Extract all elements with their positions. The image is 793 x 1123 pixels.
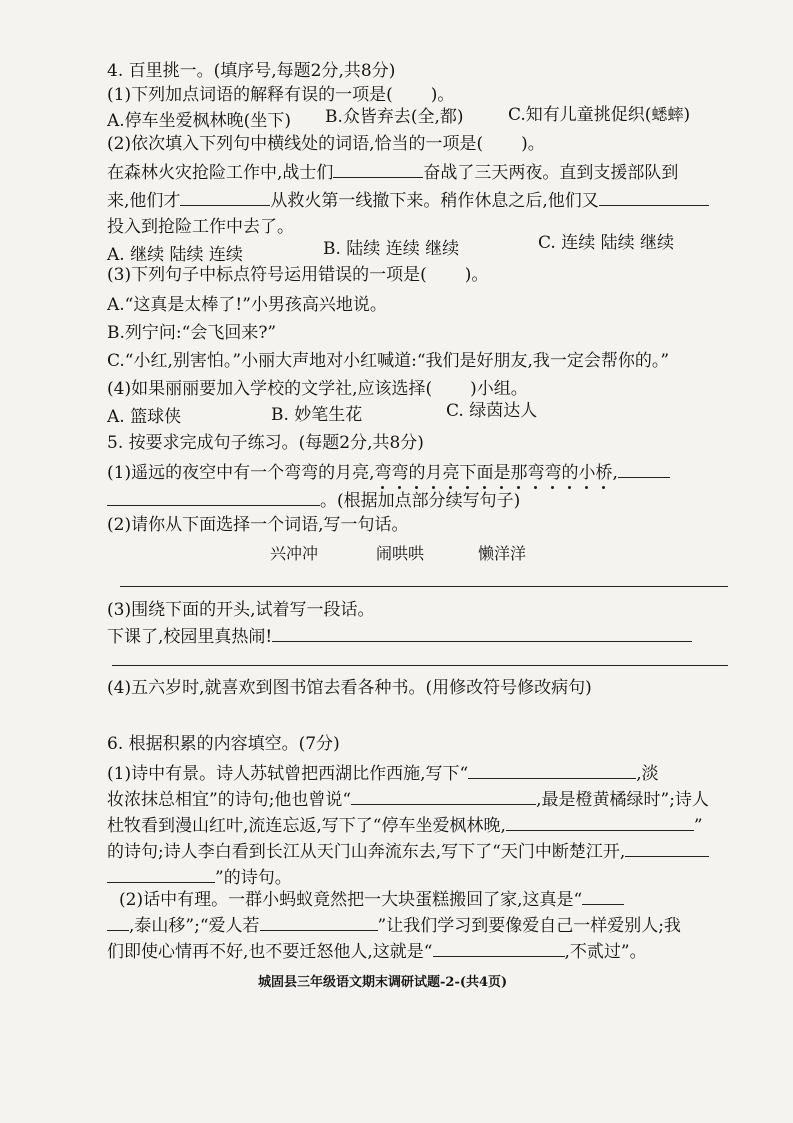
emphasis-char: 弯 <box>527 463 545 483</box>
q4-4-stem: (4)如果丽丽要加入学校的文学社,应该选择( )小组。 <box>107 379 528 399</box>
q5-title: 5. 按要求完成句子练习。(每题2分,共8分) <box>107 433 424 453</box>
q5-2-stem: (2)请你从下面选择一个词语,写一句话。 <box>107 515 409 535</box>
emphasis-char: 小 <box>578 463 596 483</box>
emphasis-char: 弯 <box>374 463 392 483</box>
emphasis-char: 桥 <box>595 463 613 483</box>
q4-3-option-c: C.“小红,别害怕。”小丽大声地对小红喊道:“我们是好朋友,我一定会帮你的。” <box>107 351 670 371</box>
q4-4-option-b: B. 妙笔生花 <box>271 405 363 425</box>
blank[interactable] <box>582 887 624 905</box>
q4-1-option-a: A.停车坐爱枫林晚(坐下) <box>107 111 291 131</box>
q4-2-option-b: B. 陆续 连续 继续 <box>323 239 460 259</box>
q5-4-stem: (4)五六岁时,就喜欢到图书馆去看各种书。(用修改符号修改病句) <box>107 678 592 698</box>
page-footer: 城固县三年级语文期末调研试题-2-(共4页) <box>258 975 508 990</box>
q6-1-line4: 的诗句;诗人李白看到长江从天门山奔流东去,写下了“天门中断楚江开, <box>107 839 709 863</box>
emphasis-char: 亮 <box>442 463 460 483</box>
emphasis-char: 面 <box>476 463 494 483</box>
q6-1-line2: 妆浓抹总相宜”的诗句;他也曾说“ ,最是橙黄橘绿时”;诗人 <box>107 787 709 811</box>
blank[interactable] <box>107 913 129 931</box>
q6-title: 6. 根据积累的内容填空。(7分) <box>107 734 340 754</box>
emphasis-char: 那 <box>510 463 528 483</box>
q4-1-stem: (1)下列加点词语的解释有误的一项是( )。 <box>107 85 455 105</box>
q4-1-option-c: C.知有儿童挑促织(蟋蟀) <box>508 105 691 125</box>
blank[interactable] <box>333 160 423 178</box>
q4-1-option-b: B.众皆弃去(全,都) <box>325 107 464 127</box>
blank[interactable] <box>433 939 565 957</box>
q4-2-option-c: C. 连续 陆续 继续 <box>538 233 675 253</box>
q4-3-option-b: B.列宁问:“会飞回来?” <box>107 323 277 343</box>
q6-1-line5: ”的诗句。 <box>107 865 292 889</box>
blank[interactable] <box>107 865 215 883</box>
blank[interactable] <box>107 488 320 506</box>
q4-2-stem: (2)依次填入下列句中横线处的词语,恰当的一项是( )。 <box>107 134 545 154</box>
q4-4-option-a: A. 篮球侠 <box>107 407 182 427</box>
q6-1-line1: (1)诗中有景。诗人苏轼曾把西湖比作西施,写下“ ,淡 <box>107 761 659 785</box>
blank[interactable] <box>618 460 670 478</box>
q4-2-passage-line3: 投入到抢险工作中去了。 <box>107 217 294 237</box>
q4-title: 4. 百里挑一。(填序号,每题2分,共8分) <box>107 61 396 81</box>
emphasis-char: 的 <box>408 463 426 483</box>
q6-1-line3: 杜牧看到漫山红叶,流连忘返,写下了“停车坐爱枫林晚, ” <box>107 813 703 837</box>
q5-3-start: 下课了,校园里真热闹! <box>107 624 692 648</box>
answer-line[interactable] <box>112 665 728 666</box>
q6-2-line1: (2)话中有理。一群小蚂蚁竟然把一大块蛋糕搬回了家,这真是“ <box>119 887 624 911</box>
blank[interactable] <box>180 188 270 206</box>
dotted-emphasis <box>374 463 612 483</box>
answer-line[interactable] <box>120 586 728 587</box>
q6-2-line3: 们即使心情再不好,也不要迁怒他人,这就是“ ,不贰过”。 <box>107 939 647 963</box>
blank[interactable] <box>625 839 709 857</box>
emphasis-char: 弯 <box>391 463 409 483</box>
emphasis-char: 月 <box>425 463 443 483</box>
q5-3-stem: (3)围绕下面的开头,试着写一段话。 <box>107 600 375 620</box>
blank[interactable] <box>506 813 694 831</box>
q4-3-option-a: A.“这真是太棒了!”小男孩高兴地说。 <box>107 295 387 315</box>
word-option-1: 兴冲冲 <box>270 544 319 563</box>
q5-1-line1: (1)遥远的夜空中有一个弯弯的月亮,弯弯的月亮下面是那弯弯的小桥, <box>107 460 670 484</box>
word-option-3: 懒洋洋 <box>478 544 527 563</box>
blank[interactable] <box>599 188 709 206</box>
emphasis-char: 的 <box>561 463 579 483</box>
handwritten-note: 蟋蟀 <box>651 105 684 124</box>
q4-2-passage-line1: 在森林火灾抢险工作中,战士们 奋战了三天两夜。直到支援部队到 <box>107 160 678 184</box>
q4-2-passage-line2: 来,他们才 从救火第一线撤下来。稍作休息之后,他们又 <box>107 188 709 212</box>
emphasis-char: 是 <box>493 463 511 483</box>
emphasis-char: 弯 <box>544 463 562 483</box>
word-option-2: 闹哄哄 <box>376 544 425 563</box>
q4-4-option-c: C. 绿茵达人 <box>446 401 538 421</box>
emphasis-char: 下 <box>459 463 477 483</box>
q4-3-stem: (3)下列句子中标点符号运用错误的一项是( )。 <box>107 265 489 285</box>
q6-2-line2: ,泰山移”;“爱人若 ”让我们学习到要像爱自己一样爱别人;我 <box>107 913 681 937</box>
blank[interactable] <box>260 913 378 931</box>
blank[interactable] <box>351 787 536 805</box>
q5-1-line2: 。(根据加点部分续写句子) <box>107 488 520 512</box>
q4-2-option-a: A. 继续 陆续 连续 <box>107 245 243 265</box>
blank[interactable] <box>468 761 636 779</box>
blank[interactable] <box>272 624 692 642</box>
